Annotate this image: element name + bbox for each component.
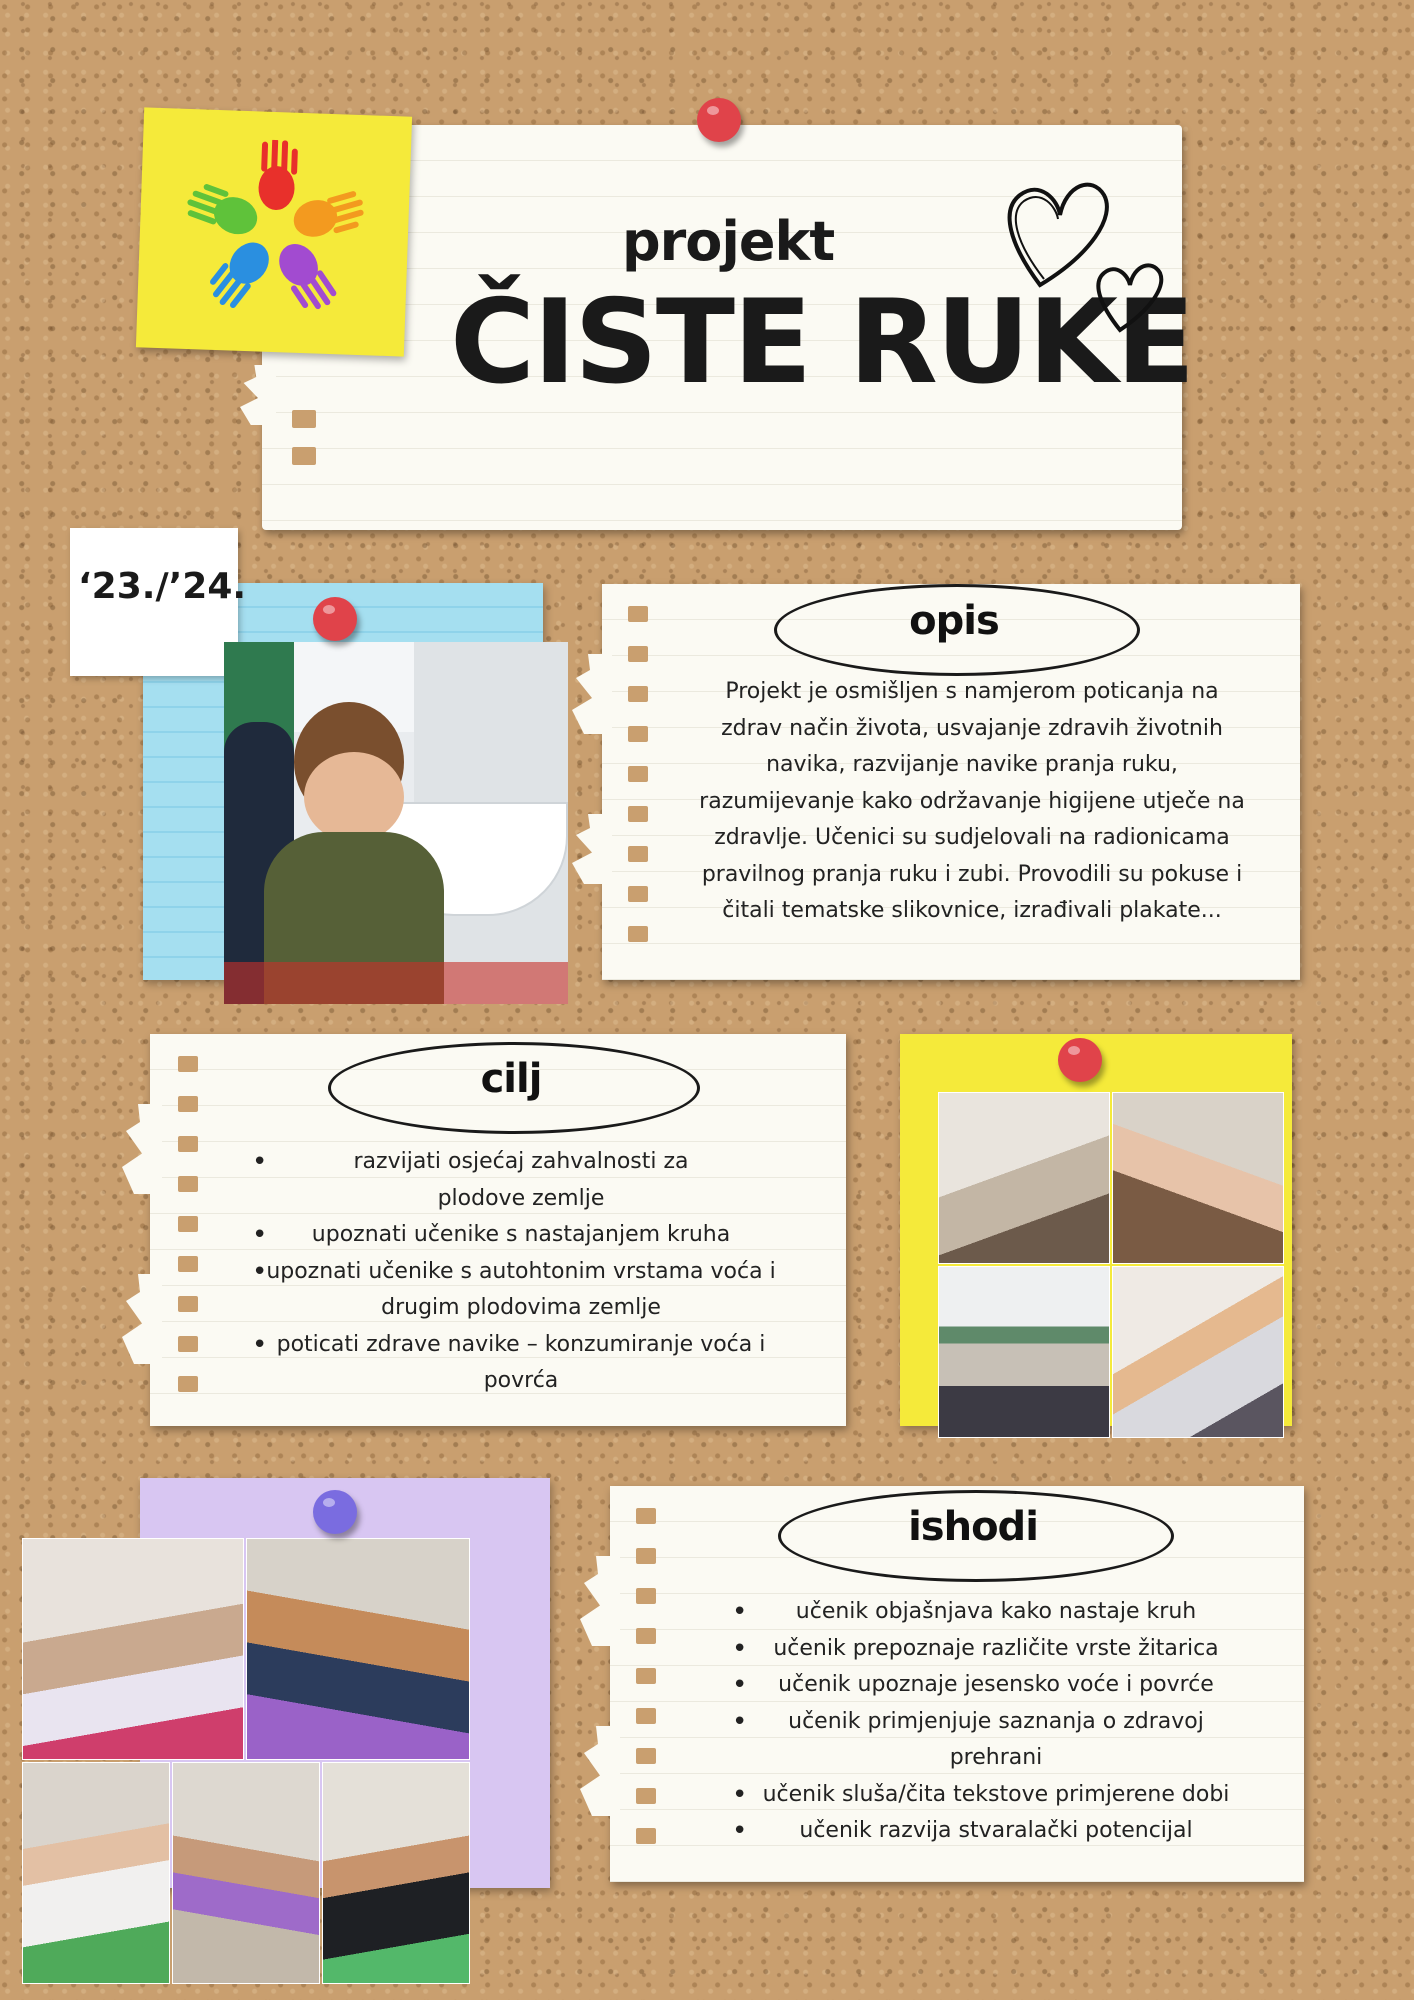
heart-doodle-icon	[1000, 155, 1170, 345]
photo-toothbrushing-4	[172, 1762, 320, 1984]
ishodi-list	[736, 1594, 1256, 1850]
ishodi-item: • učenik primjenjuje saznanja o zdravoj prehrani	[736, 1704, 1256, 1777]
photo-handwashing	[224, 642, 568, 1004]
cilj-item: • upoznati učenike s autohtonim vrstama voća i drugim plodovima zemlje	[256, 1254, 786, 1327]
push-pin-icon	[1058, 1038, 1102, 1082]
opis-heading: opis	[909, 598, 999, 644]
opis-line: razumijevanje kako održavanje higijene utječe na	[699, 788, 1245, 814]
opis-line: pravilnog pranja ruku i zubi. Provodili su pokuse i	[701, 861, 1243, 887]
photo-toothbrushing-2	[246, 1538, 470, 1760]
photo-collage-workshop	[938, 1092, 1284, 1438]
opis-line: Projekt je osmišljen s namjerom poticanja na	[725, 679, 1219, 704]
photo-toothbrushing-5	[322, 1762, 470, 1984]
ishodi-heading: ishodi	[908, 1504, 1038, 1550]
cilj-heading: cilj	[480, 1056, 542, 1102]
ishodi-item: • učenik razvija stvaralački potencijal	[736, 1813, 1256, 1850]
opis-line: zdrav način života, usvajanje zdravih životnih	[721, 715, 1223, 741]
photo-workshop-4	[1112, 1266, 1284, 1438]
opis-line: čitali tematske slikovnice, izrađivali plakate...	[722, 898, 1222, 923]
photo-toothbrushing-3	[22, 1762, 170, 1984]
year-text: ‘23./’24.	[78, 566, 247, 607]
opis-note	[602, 584, 1300, 980]
colorful-hands-logo-icon	[182, 137, 368, 323]
cilj-item: • upoznati učenike s nastajanjem kruha	[256, 1217, 786, 1254]
opis-line: zdravlje. Učenici su sudjelovali na radionicama	[714, 825, 1230, 850]
photo-collage-toothbrushing	[22, 1538, 470, 1984]
header-subtitle: projekt	[622, 210, 835, 273]
photo-toothbrushing-1	[22, 1538, 244, 1760]
ishodi-item: • učenik objašnjava kako nastaje kruh	[736, 1594, 1256, 1631]
push-pin-icon	[313, 597, 357, 641]
ishodi-note	[610, 1486, 1304, 1882]
photo-workshop-3	[938, 1266, 1110, 1438]
ishodi-item: • učenik prepoznaje različite vrste žitarica	[736, 1631, 1256, 1668]
cilj-note	[150, 1034, 846, 1426]
push-pin-icon	[313, 1490, 357, 1534]
cilj-item: • razvijati osjećaj zahvalnosti za plodove zemlje	[256, 1144, 786, 1217]
push-pin-icon	[697, 98, 741, 142]
photo-workshop-1	[938, 1092, 1110, 1264]
ishodi-item: • učenik upoznaje jesensko voće i povrće	[736, 1667, 1256, 1704]
ishodi-item: • učenik sluša/čita tekstove primjerene dobi	[736, 1777, 1256, 1814]
opis-line: navika, razvijanje navike pranja ruku,	[766, 752, 1178, 777]
cilj-list	[256, 1144, 786, 1400]
cilj-item: • poticati zdrave navike – konzumiranje voća i povrća	[256, 1327, 786, 1400]
year-tag	[70, 528, 247, 676]
page-title: ČISTE RUKE	[450, 275, 1194, 410]
logo-sticky-note	[136, 107, 412, 356]
photo-workshop-2	[1112, 1092, 1284, 1264]
opis-description	[682, 674, 1262, 930]
